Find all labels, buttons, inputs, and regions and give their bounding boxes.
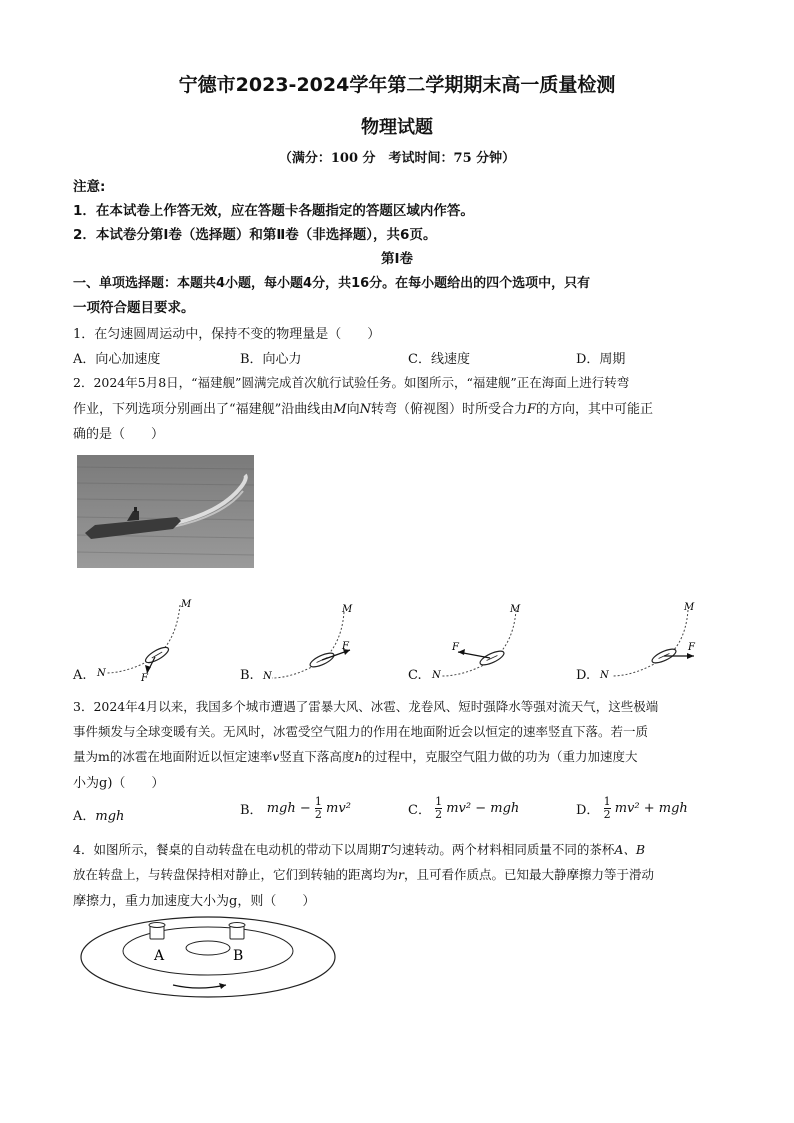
q2-diagram-d	[598, 598, 698, 683]
q2-line2: 作业，下列选项分别画出了“福建舰”沿曲线由M向N转弯（俯视图）时所受合力F的方向，其中可能正	[73, 402, 654, 417]
q4-line3: 摩擦力，重力加速度大小为g，则（ ）	[73, 894, 316, 909]
label-n: N	[600, 670, 609, 681]
notes-heading: 注意:	[73, 179, 106, 195]
q1-option-c: C．线速度	[408, 352, 470, 367]
q3-line3: 量为m的冰雹在地面附近以恒定速率v竖直下落高度h的过程中，克服空气阻力做的功为（重力加速度大	[73, 749, 638, 764]
q2-line1: 2．2024年5月8日，“福建舰”圆满完成首次航行试验任务。如图所示，“福建舰”正在海面上进行转弯	[73, 375, 630, 390]
q1-option-b: B．向心力	[240, 352, 302, 367]
label-n: N	[97, 668, 106, 679]
q3-line2: 事件频发与全球变暖有关。无风时，冰雹受空气阻力的作用在地面附近会以恒定的速率竖直下落。若一质	[73, 724, 649, 739]
q1-stem: 1．在匀速圆周运动中，保持不变的物理量是（ ）	[73, 327, 381, 342]
q1-option-d: D．周期	[576, 352, 626, 367]
label-f: F	[141, 673, 148, 684]
section-heading-line2: 一项符合题目要求。	[73, 300, 195, 316]
q2-option-b-label: B.	[240, 668, 254, 683]
q3-option-a: A．mgh	[73, 809, 125, 824]
cup-a	[149, 923, 165, 940]
q4-line2: 放在转盘上，与转盘保持相对静止，它们到转轴的距离均为r，且可看作质点。已知最大静摩擦力等于滑动	[73, 867, 655, 882]
volume-heading: 第Ⅰ卷	[380, 251, 414, 267]
notes-item-1: 1．在本试卷上作答无效，应在答题卡各题指定的答题区域内作答。	[73, 203, 474, 219]
var-N: N	[359, 402, 371, 417]
q3-option-c: C． $\frac{1}{2}$ mv² − mgh	[408, 795, 520, 821]
q2-option-c-label: C.	[408, 668, 422, 683]
q2-diagram-b	[262, 600, 357, 685]
var-M: M	[333, 402, 347, 417]
q3-line1: 3．2024年4月以来，我国多个城市遭遇了雷暴大风、冰雹、龙卷风、短时强降水等强对流天气，这些极端	[73, 699, 659, 714]
cup-label-b: B	[233, 948, 244, 964]
exam-info: （满分：100 分 考试时间：75 分钟）	[278, 151, 516, 166]
q2-option-a-label: A.	[73, 668, 87, 683]
label-m: M	[342, 604, 353, 615]
q3-line4: 小为g)（ ）	[73, 776, 165, 791]
subject-title: 物理试题	[361, 117, 433, 138]
label-n: N	[263, 671, 272, 682]
q3-option-d: D． $\frac{1}{2}$ mv² + mgh	[576, 795, 688, 821]
turntable-diagram	[78, 915, 338, 1007]
label-f: F	[688, 642, 695, 653]
q2-diagram-c	[430, 598, 530, 683]
q1-option-a: A．向心加速度	[73, 352, 161, 367]
cup-b	[229, 923, 245, 940]
label-m: M	[181, 599, 192, 610]
label-m: M	[510, 604, 521, 615]
var-F: F	[527, 402, 537, 417]
section-heading-line1: 一、单项选择题：本题共4小题，每小题4分，共16分。在每小题给出的四个选项中，只有	[73, 276, 591, 291]
carrier-photo	[77, 455, 254, 568]
q2-line3: 确的是（ ）	[73, 427, 165, 442]
q2-diagram-a	[95, 595, 192, 684]
label-m: M	[684, 602, 695, 613]
cup-label-a: A	[154, 948, 165, 964]
notes-item-2: 2．本试卷分第Ⅰ卷（选择题）和第Ⅱ卷（非选择题），共6页。	[73, 227, 437, 243]
label-f: F	[342, 641, 349, 652]
exam-title: 宁德市2023-2024学年第二学期期末高一质量检测	[178, 74, 616, 96]
q2-option-d-label: D.	[576, 668, 591, 683]
q3-option-b: B． mgh − $\frac{1}{2}$ mv²	[240, 795, 351, 821]
q4-line1: 4．如图所示，餐桌的自动转盘在电动机的带动下以周期T匀速转动。两个材料相同质量不同的茶杯A、B	[73, 842, 646, 857]
label-f: F	[452, 642, 459, 653]
rotation-arrow	[173, 985, 226, 988]
label-n: N	[432, 670, 441, 681]
